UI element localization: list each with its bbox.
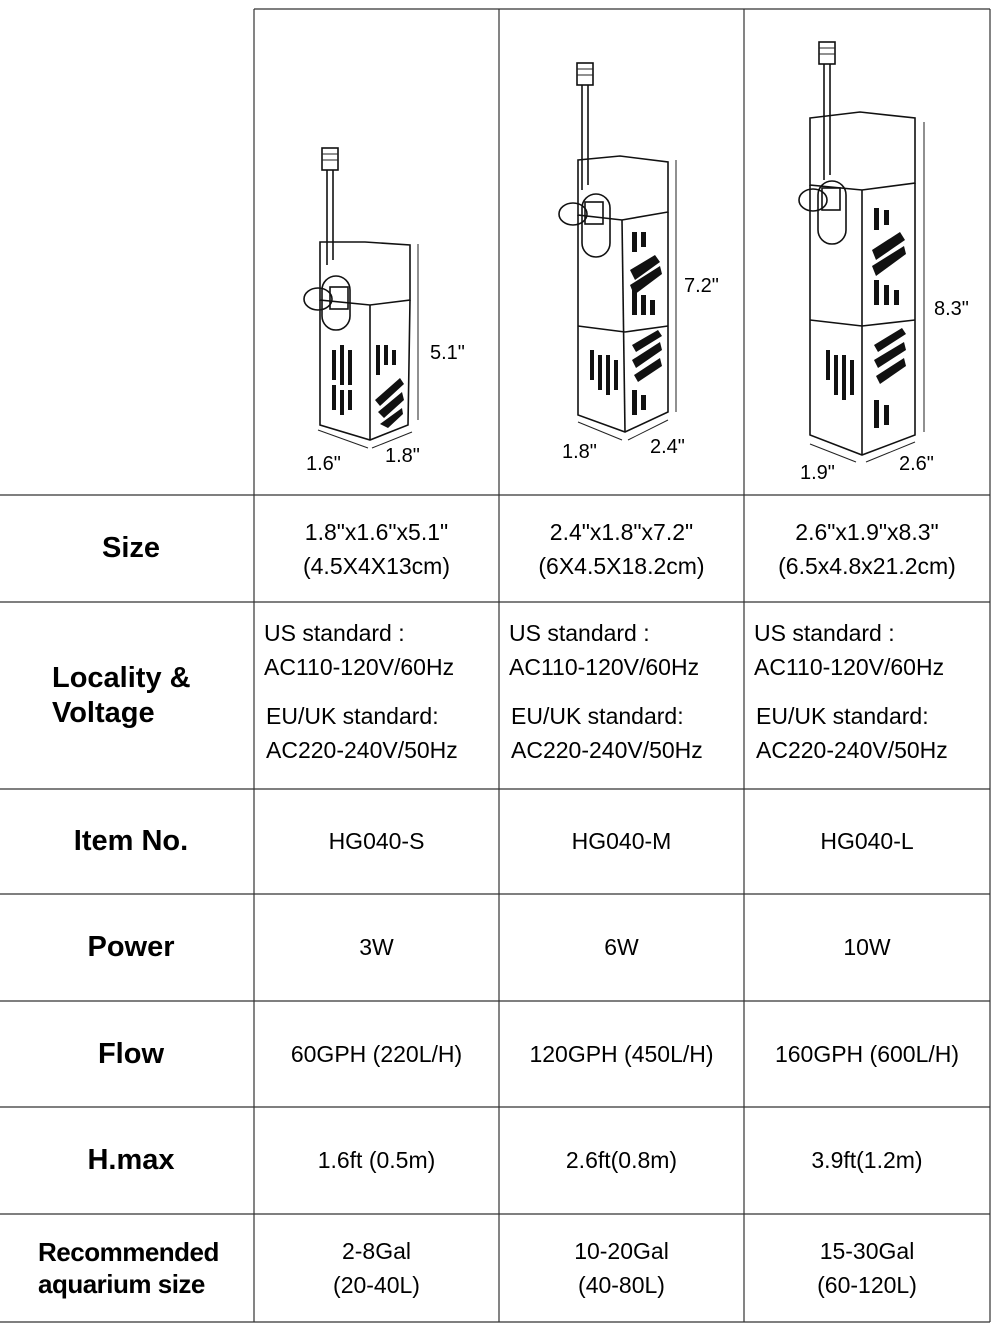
voltage-value-medium [499, 602, 744, 789]
row-header-item-no: Item No. [73, 825, 189, 857]
aquarium-gallons: 2-8Gal [341, 1238, 412, 1264]
large-height-label: 8.3" [934, 298, 969, 320]
row-header-size: Size [101, 532, 161, 564]
medium-height-label: 7.2" [684, 275, 719, 297]
eu-standard-label: EU/UK standard: [266, 703, 439, 729]
small-width-label: 1.8" [385, 445, 420, 467]
eu-standard-label: EU/UK standard: [756, 703, 929, 729]
size-inches: 1.8"x1.6"x5.1" [304, 518, 449, 545]
small-depth-label: 1.6" [306, 453, 341, 475]
eu-standard-value: AC220-240V/50Hz [756, 737, 948, 763]
pump-medium-image [559, 63, 676, 440]
size-value-large [744, 495, 990, 602]
aquarium-liters: (40-80L) [578, 1272, 665, 1298]
us-standard-label: US standard : [264, 620, 405, 646]
hmax-small: 1.6ft (0.5m) [317, 1147, 436, 1173]
voltage-value-small [254, 602, 499, 789]
size-cm: (6.5x4.8x21.2cm) [778, 552, 956, 579]
small-height-label: 5.1" [430, 342, 465, 364]
aquarium-gallons: 10-20Gal [574, 1238, 669, 1264]
power-medium: 6W [604, 934, 639, 960]
hmax-medium: 2.6ft(0.8m) [565, 1147, 678, 1173]
size-cm: (6X4.5X18.2cm) [538, 552, 705, 579]
us-standard-label: US standard : [754, 620, 895, 646]
row-header-power: Power [87, 931, 175, 963]
size-cm: (4.5X4X13cm) [302, 552, 450, 579]
power-large: 10W [843, 934, 891, 960]
aquarium-size-medium [499, 1214, 744, 1322]
hmax-large: 3.9ft(1.2m) [811, 1147, 923, 1173]
flow-small: 60GPH (220L/H) [290, 1040, 463, 1067]
size-value-medium [499, 495, 744, 602]
aquarium-size-small [254, 1214, 499, 1322]
product-illustrations [0, 0, 1000, 495]
aquarium-liters: (20-40L) [333, 1272, 420, 1298]
size-inches: 2.4"x1.8"x7.2" [549, 518, 694, 545]
pump-small-image [304, 148, 418, 448]
aquarium-gallons: 15-30Gal [819, 1238, 915, 1264]
size-value-small [254, 495, 499, 602]
row-header-flow: Flow [97, 1037, 165, 1070]
us-standard-label: US standard : [509, 620, 650, 646]
row-header-aquarium-size [0, 1214, 254, 1322]
us-standard-value: AC110-120V/60Hz [264, 654, 455, 680]
aquarium-label-line2: aquarium size [38, 1269, 205, 1299]
voltage-label-line1: Locality & [52, 661, 191, 694]
aquarium-liters: (60-120L) [817, 1272, 917, 1298]
eu-standard-label: EU/UK standard: [511, 703, 684, 729]
pump-large-image [799, 42, 924, 462]
item-no-small: HG040-S [328, 828, 425, 854]
item-no-medium: HG040-M [571, 828, 672, 854]
flow-medium: 120GPH (450L/H) [529, 1040, 714, 1067]
us-standard-value: AC110-120V/60Hz [509, 654, 700, 680]
aquarium-label-line1: Recommended [38, 1237, 219, 1267]
voltage-label-line2: Voltage [52, 696, 155, 729]
voltage-value-large [744, 602, 990, 789]
power-small: 3W [359, 934, 394, 960]
row-header-voltage [0, 602, 254, 789]
medium-depth-label: 1.8" [562, 441, 597, 463]
eu-standard-value: AC220-240V/50Hz [511, 737, 703, 763]
aquarium-size-large [744, 1214, 990, 1322]
item-no-large: HG040-L [820, 828, 914, 854]
medium-width-label: 2.4" [650, 436, 685, 458]
eu-standard-value: AC220-240V/50Hz [266, 737, 458, 763]
row-header-hmax: H.max [87, 1144, 175, 1176]
large-width-label: 2.6" [899, 453, 934, 475]
size-inches: 2.6"x1.9"x8.3" [795, 518, 939, 545]
flow-large: 160GPH (600L/H) [774, 1040, 960, 1067]
us-standard-value: AC110-120V/60Hz [754, 654, 945, 680]
large-depth-label: 1.9" [800, 462, 835, 484]
